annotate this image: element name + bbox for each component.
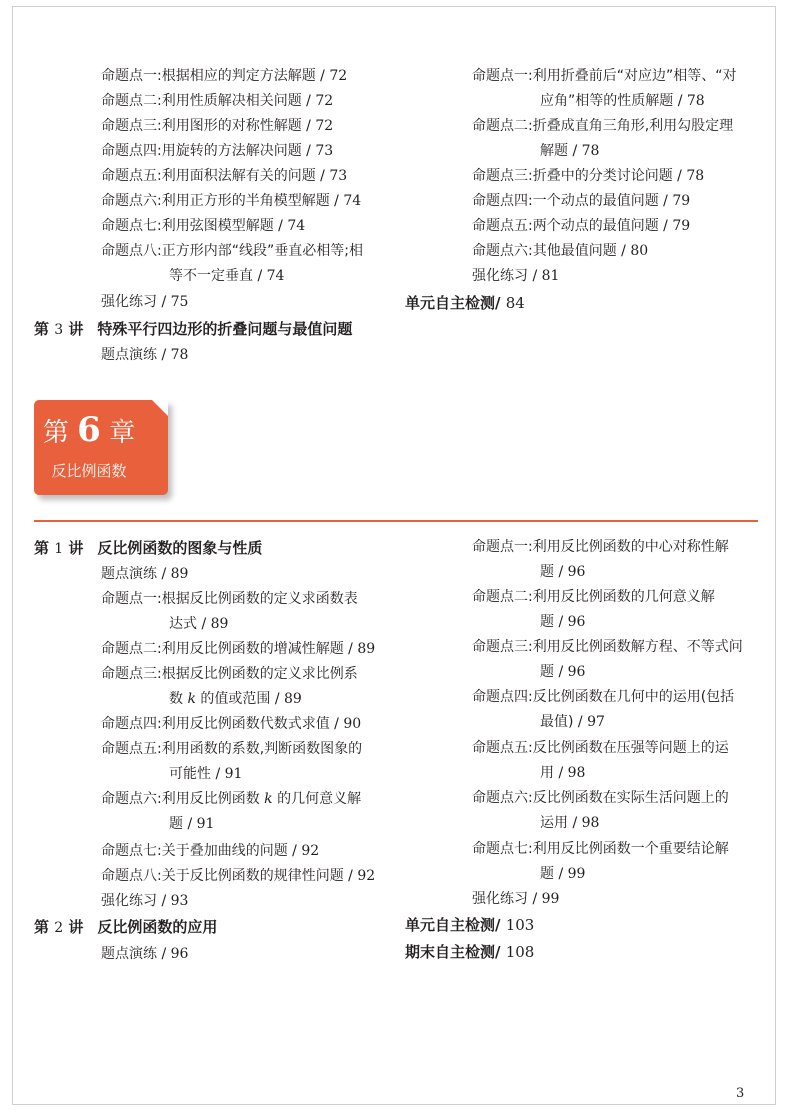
entry-label: 命题点三: — [101, 666, 162, 682]
entry-label: 命题点三: — [472, 639, 533, 655]
entry-text: 两个动点的最值问题 / — [532, 218, 673, 234]
lecture-title: 特殊平行四边形的折叠问题与最值问题 — [97, 320, 353, 338]
entry-text: 可能性 / — [169, 766, 225, 782]
entry-label: 命题点六: — [472, 790, 533, 806]
badge-corner-cut — [152, 400, 168, 416]
toc-entry-continuation[interactable] — [169, 616, 228, 632]
entry-text: 利用反比例函数的几何意义解 — [532, 589, 715, 605]
entry-page: 98 — [567, 765, 586, 781]
drill-entry[interactable] — [101, 347, 188, 363]
toc-entry-continuation[interactable] — [169, 766, 242, 782]
entry-page: 75 — [170, 294, 189, 310]
lecture-heading[interactable] — [34, 919, 217, 937]
toc-entry-continuation[interactable] — [540, 614, 585, 630]
drill-entry[interactable] — [101, 566, 188, 582]
entry-label: 命题点五: — [472, 218, 533, 234]
toc-entry[interactable] — [101, 716, 361, 732]
entry-page: 79 — [672, 193, 691, 209]
entry-page: 91 — [196, 816, 215, 832]
toc-entry-continuation[interactable] — [540, 664, 585, 680]
chapter-prefix: 第 — [42, 418, 69, 448]
entry-text: 反比例函数在几何中的运用(包括 — [532, 689, 735, 705]
practice-entry[interactable] — [472, 891, 559, 907]
entry-text: 利用反比例函数的中心对称性解 — [532, 539, 729, 555]
entry-text: 利用正方形的半角模型解题 / — [161, 193, 344, 209]
entry-text: 解题 / — [540, 143, 582, 159]
entry-text: 等不一定垂直 / — [169, 268, 267, 284]
entry-page: 81 — [541, 268, 560, 284]
lecture-heading[interactable] — [34, 540, 262, 558]
entry-label: 命题点八: — [101, 243, 162, 259]
toc-entry[interactable] — [472, 639, 743, 655]
entry-page: 80 — [630, 243, 649, 259]
entry-text: 达式 / — [169, 616, 211, 632]
entry-page: 74 — [287, 218, 306, 234]
entry-text: 关于反比例函数的规律性问题 / — [161, 868, 358, 884]
entry-page: 78 — [686, 168, 705, 184]
entry-label: 命题点五: — [472, 740, 533, 756]
entry-label: 命题点一: — [472, 68, 533, 84]
entry-text: 的几何意义解 — [272, 791, 362, 807]
toc-entry[interactable] — [472, 539, 729, 555]
lecture-title: 反比例函数的图象与性质 — [97, 539, 263, 557]
entry-text: 折叠中的分类讨论问题 / — [532, 168, 687, 184]
entry-page: 99 — [541, 891, 560, 907]
toc-entry[interactable] — [101, 143, 333, 159]
entry-text: 题点演练 / — [101, 347, 171, 363]
unit-test-entry[interactable] — [405, 917, 534, 934]
entry-page: 78 — [581, 143, 600, 159]
variable-k: k — [264, 791, 273, 807]
entry-text: 题 / — [540, 866, 568, 882]
entry-text: 强化练习 / — [101, 294, 171, 310]
entry-page: 93 — [170, 893, 189, 909]
entry-text: 题 / — [169, 816, 197, 832]
entry-text: 利用反比例函数一个重要结论解 — [532, 841, 729, 857]
entry-text: 的值或范围 / — [195, 691, 285, 707]
entry-label: 命题点三: — [101, 118, 162, 134]
entry-text: 其他最值问题 / — [532, 243, 631, 259]
entry-page: 96 — [567, 564, 586, 580]
entry-text: 运用 / — [540, 815, 582, 831]
entry-label: 命题点六: — [101, 193, 162, 209]
practice-entry[interactable] — [472, 268, 559, 284]
entry-page: 72 — [329, 68, 348, 84]
entry-label: 命题点二: — [472, 589, 533, 605]
entry-page: 89 — [284, 691, 302, 707]
entry-page: 96 — [567, 614, 586, 630]
toc-entry-continuation[interactable] — [169, 691, 302, 707]
entry-text: 利用反比例函数代数式求值 / — [161, 716, 344, 732]
entry-label: 命题点一: — [101, 591, 162, 607]
entry-text: 强化练习 / — [101, 893, 171, 909]
entry-text: 数 — [169, 691, 188, 707]
entry-text: 利用反比例函数 — [161, 791, 265, 807]
entry-text: 利用反比例函数的增减性解题 / — [161, 641, 358, 657]
unit-test-entry[interactable] — [405, 295, 525, 312]
entry-page: 90 — [343, 716, 362, 732]
entry-label: 命题点五: — [101, 168, 162, 184]
entry-page: 99 — [567, 866, 586, 882]
toc-entry[interactable] — [472, 841, 729, 857]
toc-entry[interactable] — [101, 218, 305, 234]
entry-text: 利用性质解决相关问题 / — [161, 93, 316, 109]
practice-entry[interactable] — [101, 294, 188, 310]
toc-entry[interactable] — [101, 68, 347, 84]
drill-entry[interactable] — [101, 946, 188, 962]
toc-entry[interactable] — [101, 641, 375, 657]
entry-text: 利用图形的对称性解题 / — [161, 118, 316, 134]
entry-text: 利用折叠前后“对应边”相等、“对 — [532, 68, 737, 84]
entry-page: 92 — [357, 868, 376, 884]
entry-label: 命题点一: — [472, 539, 533, 555]
toc-entry[interactable] — [472, 689, 734, 705]
lecture-suffix: 讲 — [68, 539, 84, 557]
lecture-number: 2 — [54, 920, 64, 936]
lecture-heading[interactable] — [34, 321, 352, 339]
section-divider — [34, 520, 758, 522]
entry-label: 命题点四: — [101, 716, 162, 732]
toc-entry[interactable] — [472, 118, 733, 134]
toc-entry[interactable] — [472, 68, 736, 84]
lecture-prefix: 第 — [34, 320, 50, 338]
entry-label: 命题点三: — [472, 168, 533, 184]
variable-k: k — [187, 691, 196, 707]
entry-text: 单元自主检测/ — [405, 916, 506, 934]
entry-text: 一个动点的最值问题 / — [532, 193, 673, 209]
entry-label: 命题点一: — [101, 68, 162, 84]
toc-entry-continuation[interactable] — [540, 765, 585, 781]
entry-page: 72 — [315, 118, 334, 134]
entry-label: 命题点六: — [101, 791, 162, 807]
entry-page: 84 — [505, 294, 525, 312]
toc-entry-continuation[interactable] — [540, 143, 599, 159]
toc-entry[interactable] — [472, 193, 690, 209]
toc-entry[interactable] — [101, 591, 358, 607]
toc-entry-continuation[interactable] — [169, 816, 214, 832]
page-number: 3 — [736, 1086, 745, 1101]
entry-text: 反比例函数在实际生活问题上的 — [532, 790, 729, 806]
entry-page: 89 — [210, 616, 229, 632]
entry-text: 利用弦图模型解题 / — [161, 218, 288, 234]
toc-entry[interactable] — [101, 741, 362, 757]
final-test-entry[interactable] — [405, 944, 534, 961]
entry-text: 利用反比例函数解方程、不等式问 — [532, 639, 743, 655]
chapter-number: 6 — [77, 410, 101, 450]
toc-entry[interactable] — [101, 868, 375, 884]
entry-page: 108 — [505, 943, 535, 961]
lecture-number: 1 — [54, 541, 64, 557]
entry-page: 74 — [343, 193, 362, 209]
entry-text: 最值) / — [540, 714, 588, 730]
toc-entry[interactable] — [101, 193, 361, 209]
toc-entry-continuation[interactable] — [169, 268, 284, 284]
entry-page: 89 — [357, 641, 376, 657]
toc-entry-continuation[interactable] — [540, 714, 605, 730]
chapter-name: 反比例函数 — [51, 462, 127, 480]
entry-label: 命题点二: — [101, 641, 162, 657]
entry-text: 关于叠加曲线的问题 / — [161, 843, 302, 859]
entry-text: 题 / — [540, 664, 568, 680]
entry-page: 103 — [505, 916, 535, 934]
toc-entry[interactable] — [472, 243, 648, 259]
entry-page: 96 — [567, 664, 586, 680]
lecture-number: 3 — [54, 322, 64, 338]
entry-label: 命题点七: — [101, 843, 162, 859]
entry-label: 命题点二: — [101, 93, 162, 109]
toc-entry[interactable] — [101, 791, 361, 807]
entry-label: 命题点八: — [101, 868, 162, 884]
toc-entry-continuation[interactable] — [540, 564, 585, 580]
toc-entry-continuation[interactable] — [540, 93, 705, 109]
entry-page: 72 — [315, 93, 334, 109]
entry-text: 题 / — [540, 564, 568, 580]
entry-page: 78 — [686, 93, 705, 109]
entry-text: 强化练习 / — [472, 891, 542, 907]
entry-text: 用 / — [540, 765, 568, 781]
chapter-suffix: 章 — [109, 418, 136, 448]
practice-entry[interactable] — [101, 893, 188, 909]
entry-label: 命题点七: — [472, 841, 533, 857]
entry-text: 用旋转的方法解决问题 / — [161, 143, 316, 159]
entry-page: 98 — [581, 815, 600, 831]
lecture-suffix: 讲 — [68, 918, 84, 936]
toc-entry[interactable] — [101, 93, 333, 109]
toc-entry[interactable] — [101, 243, 363, 259]
entry-text: 题点演练 / — [101, 566, 171, 582]
entry-text: 根据反比例函数的定义求比例系 — [161, 666, 358, 682]
entry-text: 题点演练 / — [101, 946, 171, 962]
entry-text: 反比例函数在压强等问题上的运 — [532, 740, 729, 756]
entry-label: 命题点四: — [472, 193, 533, 209]
entry-text: 利用面积法解有关的问题 / — [161, 168, 330, 184]
entry-label: 命题点五: — [101, 741, 162, 757]
entry-page: 89 — [170, 566, 189, 582]
entry-page: 73 — [315, 143, 334, 159]
chapter-title — [34, 410, 144, 450]
toc-entry[interactable] — [472, 589, 715, 605]
entry-text: 题 / — [540, 614, 568, 630]
toc-entry-continuation[interactable] — [540, 815, 599, 831]
toc-entry[interactable] — [101, 843, 319, 859]
entry-page: 91 — [224, 766, 243, 782]
entry-page: 97 — [587, 714, 605, 730]
entry-page: 96 — [170, 946, 189, 962]
toc-entry[interactable] — [472, 168, 704, 184]
entry-page: 79 — [672, 218, 691, 234]
toc-entry[interactable] — [101, 168, 347, 184]
entry-text: 强化练习 / — [472, 268, 542, 284]
toc-entry[interactable] — [472, 740, 729, 756]
entry-label: 命题点四: — [472, 689, 533, 705]
toc-entry-continuation[interactable] — [540, 866, 585, 882]
entry-text: 根据反比例函数的定义求函数表 — [161, 591, 358, 607]
entry-label: 命题点七: — [101, 218, 162, 234]
entry-text: 利用函数的系数,判断函数图象的 — [161, 741, 363, 757]
entry-label: 命题点二: — [472, 118, 533, 134]
entry-label: 命题点六: — [472, 243, 533, 259]
toc-entry[interactable] — [472, 218, 690, 234]
entry-text: 期末自主检测/ — [405, 943, 506, 961]
lecture-suffix: 讲 — [68, 320, 84, 338]
entry-text: 单元自主检测/ — [405, 294, 506, 312]
entry-text: 折叠成直角三角形,利用勾股定理 — [532, 118, 734, 134]
entry-label: 命题点四: — [101, 143, 162, 159]
entry-page: 92 — [301, 843, 320, 859]
lecture-title: 反比例函数的应用 — [97, 918, 218, 936]
entry-page: 74 — [266, 268, 285, 284]
chapter-badge — [34, 400, 168, 495]
lecture-prefix: 第 — [34, 539, 50, 557]
lecture-prefix: 第 — [34, 918, 50, 936]
entry-text: 根据相应的判定方法解题 / — [161, 68, 330, 84]
entry-text: 正方形内部“线段”垂直必相等;相 — [161, 243, 363, 259]
toc-entry[interactable] — [101, 666, 358, 682]
entry-text: 应角”相等的性质解题 / — [540, 93, 687, 109]
toc-entry[interactable] — [101, 118, 333, 134]
entry-page: 78 — [170, 347, 189, 363]
toc-entry[interactable] — [472, 790, 729, 806]
entry-page: 73 — [329, 168, 348, 184]
